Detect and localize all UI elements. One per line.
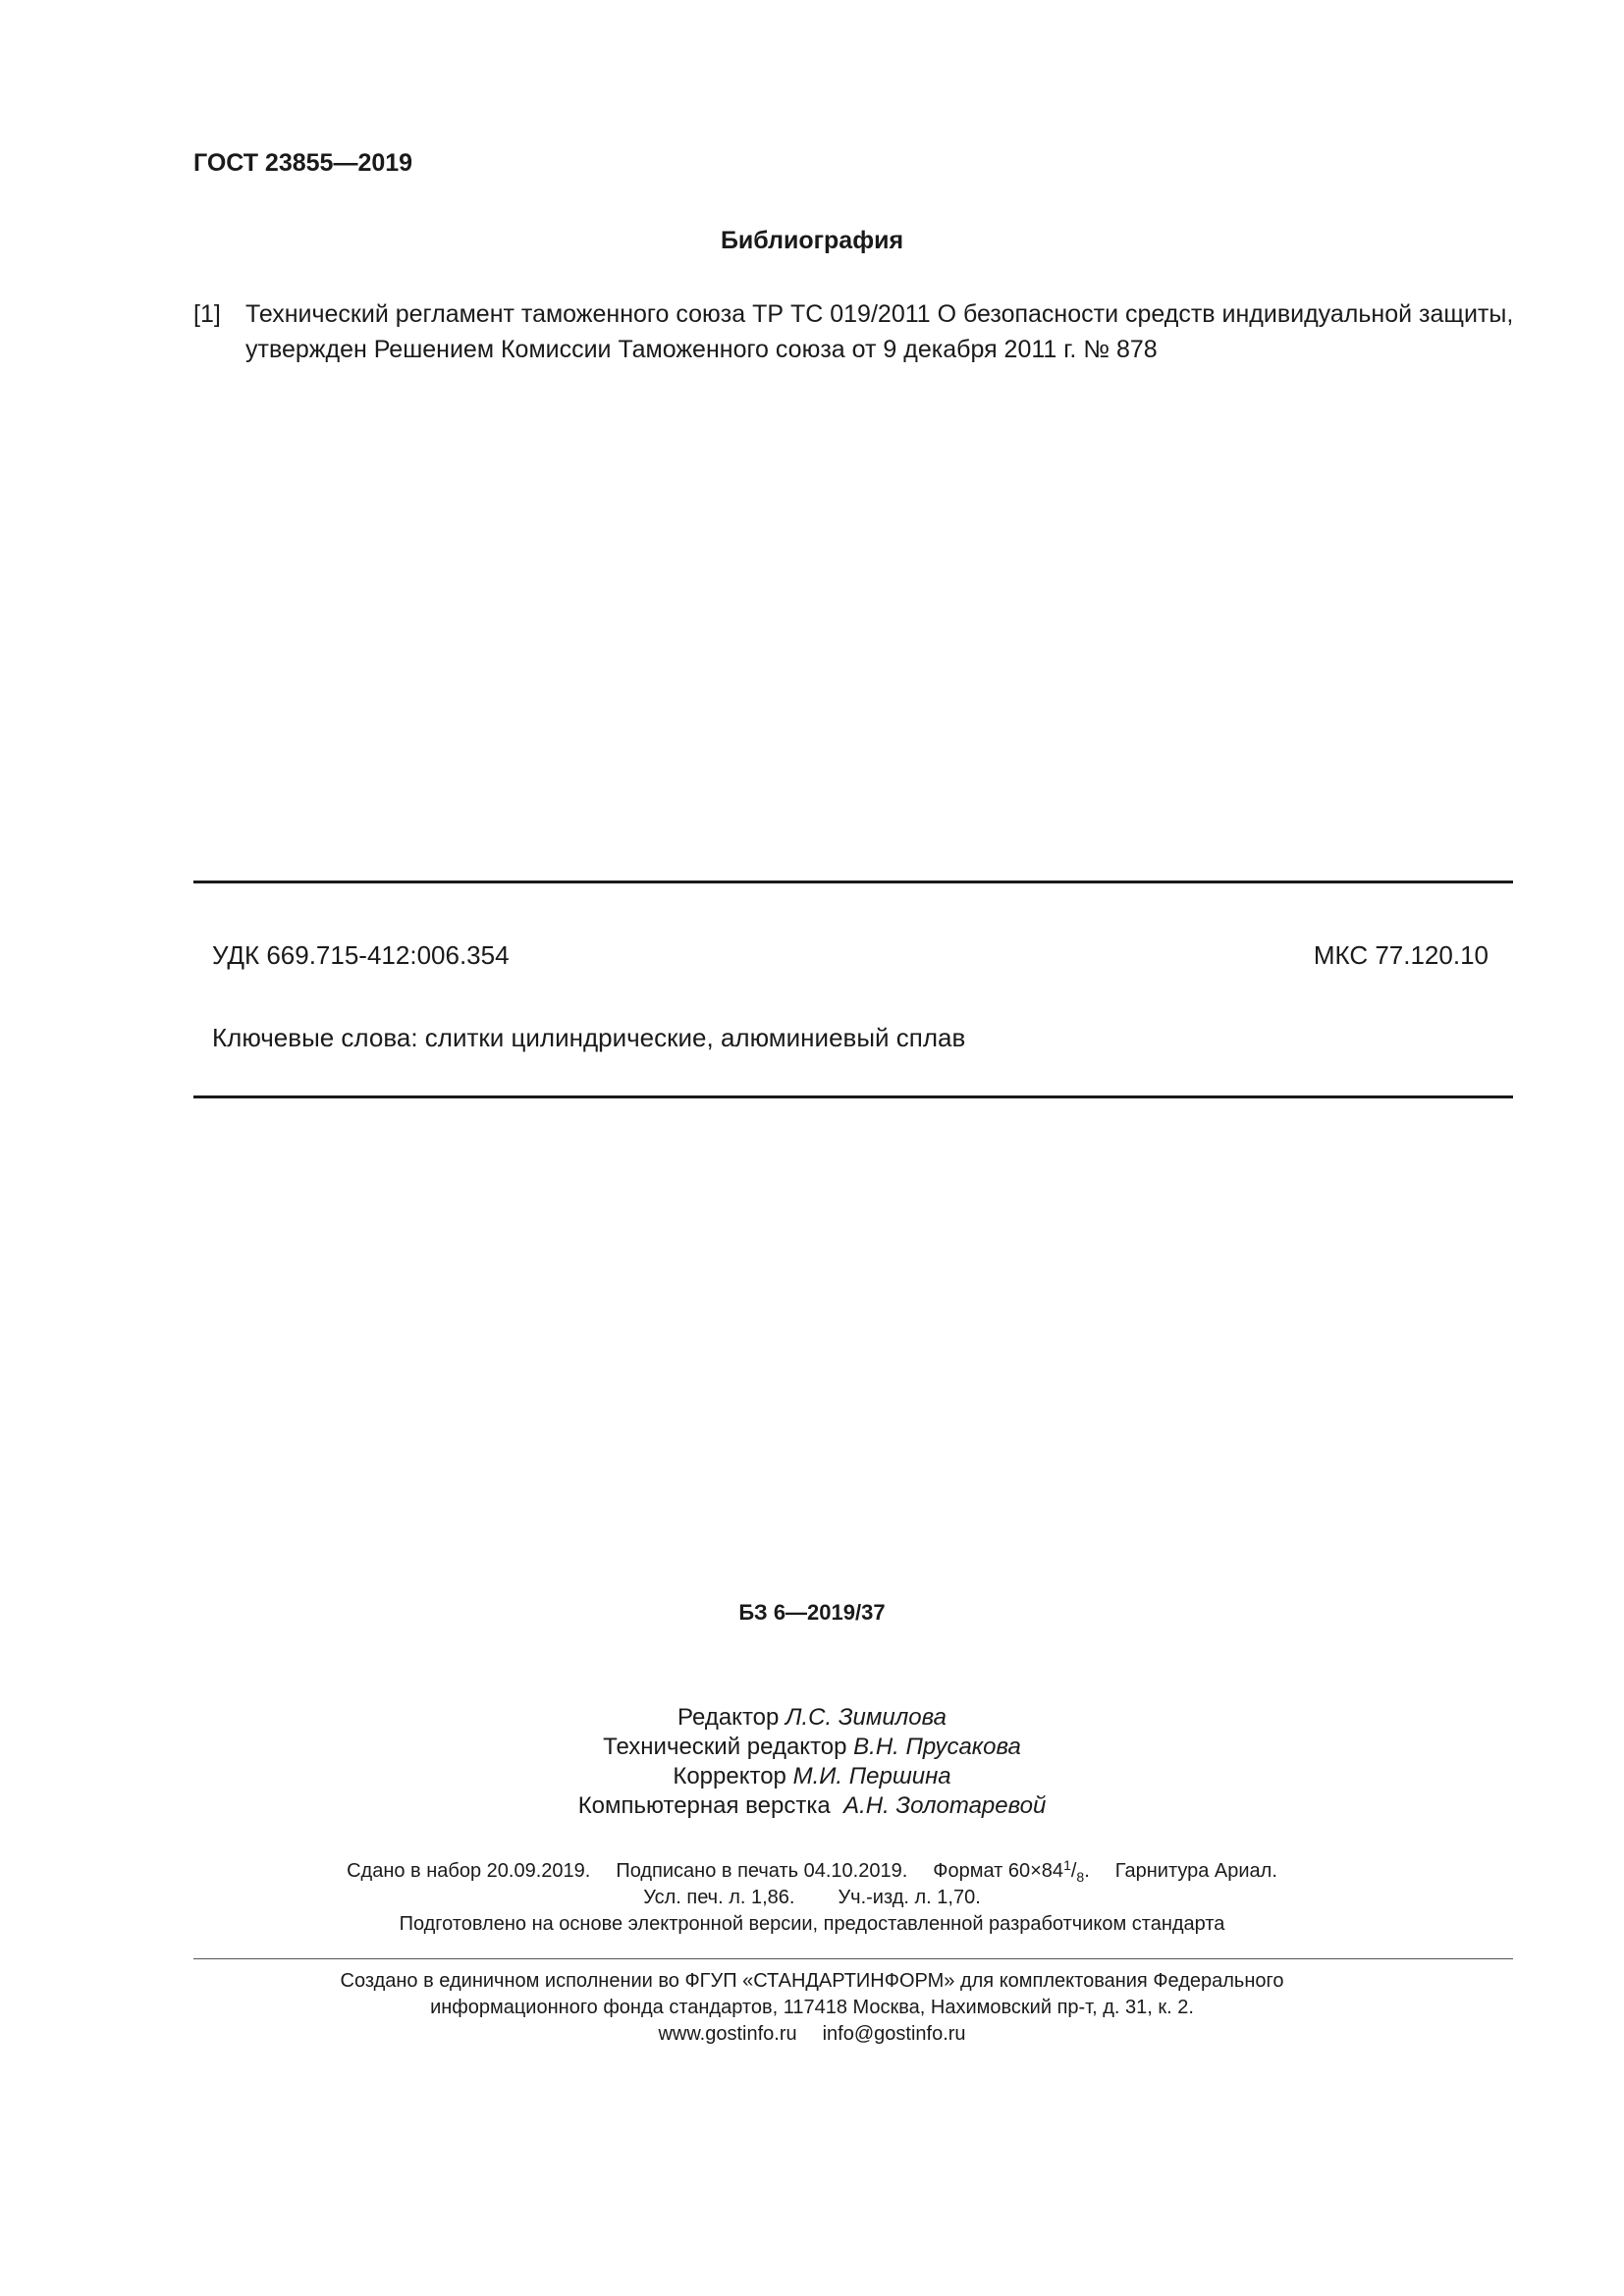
bz-code: БЗ 6—2019/37 xyxy=(738,1600,886,1625)
prepared-note: Подготовлено на основе электронной версии, предоставленной разработчиком стандарта xyxy=(399,1913,1225,1935)
staff-editor: Редактор Л.С. Зимилова xyxy=(677,1704,947,1731)
udk-code: УДК 669.715-412:006.354 xyxy=(212,940,510,970)
signed-date: Подписано в печать 04.10.2019. xyxy=(616,1860,908,1882)
staff-corrector: Корректор М.И. Першина xyxy=(673,1763,951,1789)
paper-format: Формат $60\times 84^1/_8$. xyxy=(933,1857,1090,1885)
email-link[interactable]: info@gostinfo.ru xyxy=(822,2023,966,2045)
submitted-date: Сдано в набор 20.09.2019. xyxy=(347,1860,591,1882)
mks-code: МКС 77.120.10 xyxy=(1313,940,1489,970)
bibliography-item-text xyxy=(245,296,1529,367)
keywords: Ключевые слова: слитки цилиндрические, алюминиевый сплав xyxy=(212,1023,966,1052)
bibliography-title: Библиография xyxy=(720,227,904,254)
bibliography-item-line: Технический регламент таможенного союза ТР ТС 019/2011 О безопасности средств индивидуальной защиты, xyxy=(245,300,1514,328)
publication-line-1 xyxy=(0,1858,1624,1885)
website-link[interactable]: www.gostinfo.ru xyxy=(658,2023,797,2045)
bottom-divider xyxy=(193,1095,1513,1098)
bibliography-item-number: [1] xyxy=(193,300,221,328)
footer-line-1: Создано в единичном исполнении во ФГУП «СТАНДАРТИНФОРМ» для комплектования Федерального xyxy=(340,1970,1284,1992)
top-divider xyxy=(193,881,1513,883)
publication-line-2 xyxy=(0,1885,1624,1911)
footer-line-2: информационного фонда стандартов, 117418 Москва, Нахимовский пр-т, д. 31, к. 2. xyxy=(430,1997,1194,2018)
footer-contacts xyxy=(0,2021,1624,2048)
footer xyxy=(0,1968,1624,2048)
staff-layout: Компьютерная верстка А.Н. Золотаревой xyxy=(577,1792,1047,1819)
publication-details xyxy=(0,1858,1624,1938)
publisher-sheets: Уч.-изд. л. 1,70. xyxy=(838,1887,981,1908)
bibliography-item-line: утвержден Решением Комиссии Таможенного союза от 9 декабря 2011 г. № 878 xyxy=(245,336,1158,363)
footer-divider xyxy=(193,1958,1513,1959)
bibliography-item xyxy=(193,296,1529,367)
typeface: Гарнитура Ариал. xyxy=(1114,1860,1277,1882)
print-sheets: Усл. печ. л. 1,86. xyxy=(643,1887,795,1908)
staff-list xyxy=(0,1703,1624,1821)
document-code: ГОСТ 23855—2019 xyxy=(193,149,413,177)
staff-technical-editor: Технический редактор В.Н. Прусакова xyxy=(603,1734,1021,1760)
